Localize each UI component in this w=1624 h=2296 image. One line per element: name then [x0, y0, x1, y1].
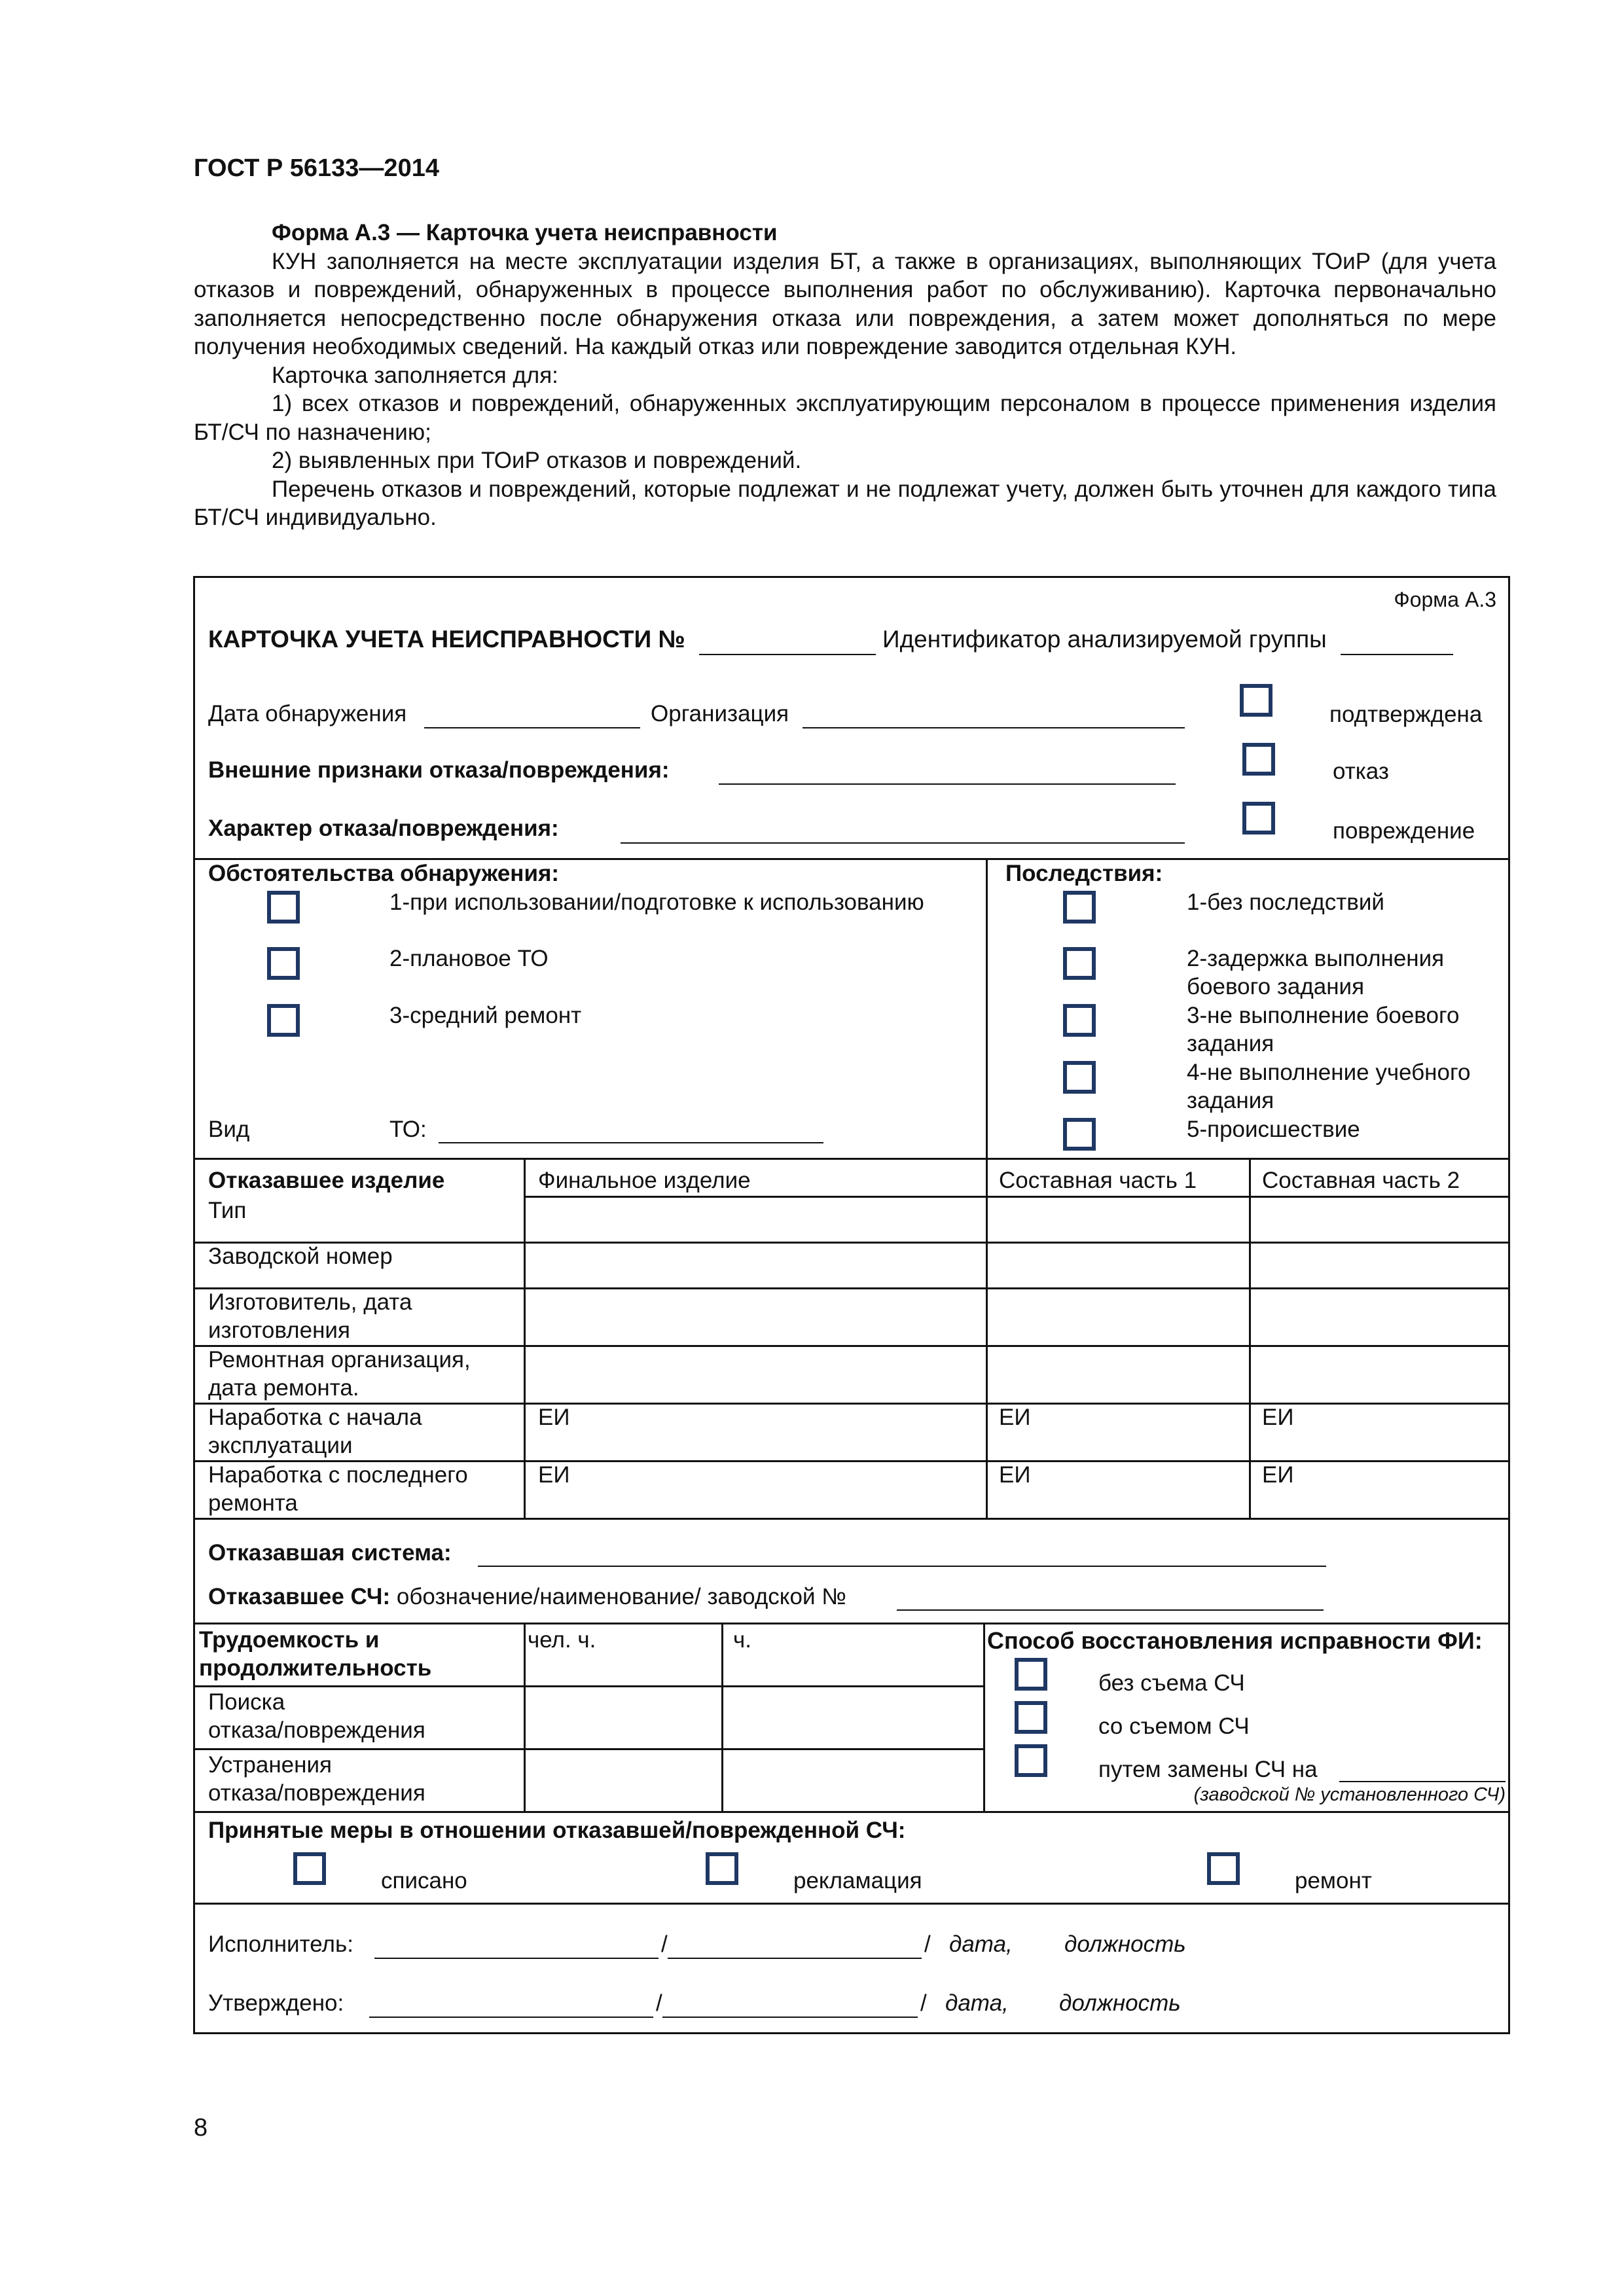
table-row-label-line2: ремонта [208, 1490, 298, 1516]
labor-divider [983, 1623, 985, 1811]
checkbox-claim[interactable] [706, 1852, 738, 1885]
failed-sch-line [208, 1583, 846, 1611]
divider [195, 1903, 1508, 1905]
failed-sch-details: обозначение/наименование/ заводской № [396, 1584, 846, 1609]
measures-title: Принятые меры в отношении отказавшей/поврежденной СЧ: [208, 1818, 906, 1843]
restore-option-3: путем замены СЧ на [1098, 1757, 1318, 1782]
page-number: 8 [194, 2114, 208, 2142]
labor-row-line [195, 1748, 984, 1750]
status-damage-label: повреждение [1333, 818, 1475, 844]
unit-cell[interactable]: ЕИ [538, 1462, 570, 1488]
table-row-label: Наработка с последнего [208, 1462, 468, 1488]
checkbox-damage[interactable] [1242, 802, 1275, 834]
labor-row-search-line2: отказа/повреждения [208, 1717, 425, 1743]
restore-option-2: со съемом СЧ [1098, 1713, 1250, 1739]
table-row-label: Заводской номер [208, 1244, 393, 1269]
labor-row-repair-line2: отказа/повреждения [208, 1780, 425, 1806]
checkbox-circumstance-3[interactable] [267, 1004, 300, 1037]
checkbox-restore-replace[interactable] [1015, 1744, 1047, 1777]
consequence-1-label: 1-без последствий [1187, 889, 1384, 915]
table-row-label-line2: изготовления [208, 1318, 350, 1343]
failed-sch-input-line[interactable] [897, 1609, 1324, 1611]
checkbox-failure[interactable] [1242, 743, 1275, 776]
measure-claim-label: рекламация [793, 1868, 922, 1893]
table-row-line [195, 1518, 1508, 1520]
approved-date-label: дата, [945, 1990, 1009, 2016]
approved-signature-line[interactable] [369, 2017, 653, 2018]
checkbox-restore-no-removal[interactable] [1015, 1658, 1047, 1691]
unit-cell[interactable]: ЕИ [999, 1462, 1031, 1488]
executor-name-line[interactable] [668, 1958, 922, 1959]
restore-title: Способ восстановления исправности ФИ: [987, 1627, 1483, 1654]
measure-written-off-label: списано [381, 1868, 467, 1893]
table-divider [986, 1158, 988, 1519]
consequence-4-label: 4-не выполнение учебного [1187, 1060, 1471, 1085]
unit-cell[interactable]: ЕИ [538, 1405, 570, 1430]
table-header-failed-item: Отказавшее изделие [208, 1168, 445, 1193]
document-header: ГОСТ Р 56133—2014 [194, 154, 439, 182]
group-id-label: Идентификатор анализируемой группы [882, 626, 1327, 653]
checkbox-consequence-1[interactable] [1063, 891, 1096, 924]
nature-label: Характер отказа/повреждения: [208, 816, 559, 841]
labor-row-search: Поиска [208, 1689, 285, 1715]
measure-repair-label: ремонт [1295, 1868, 1372, 1893]
consequence-5-label: 5-происшествие [1187, 1117, 1360, 1142]
consequence-3-label: 3-не выполнение боевого [1187, 1003, 1460, 1028]
checkbox-consequence-4[interactable] [1063, 1061, 1096, 1094]
table-row-label-line2: эксплуатации [208, 1433, 353, 1458]
executor-signature-line[interactable] [374, 1958, 659, 1959]
unit-cell[interactable]: ЕИ [999, 1405, 1031, 1430]
table-row-label: Наработка с начала [208, 1405, 422, 1430]
executor-date-label: дата, [949, 1931, 1013, 1957]
organization-line[interactable] [803, 727, 1185, 728]
card-title: КАРТОЧКА УЧЕТА НЕИСПРАВНОСТИ № [208, 626, 685, 653]
checkbox-circumstance-1[interactable] [267, 891, 300, 924]
status-confirmed-label: подтверждена [1329, 702, 1483, 727]
labor-row-line [195, 1685, 984, 1687]
date-label: Дата обнаружения [208, 701, 407, 726]
consequence-2-label: 2-задержка выполнения [1187, 946, 1445, 971]
checkbox-restore-removal[interactable] [1015, 1701, 1047, 1734]
labor-row-repair: Устранения [208, 1752, 332, 1778]
table-row-label: Ремонтная организация, [208, 1347, 471, 1372]
unit-cell[interactable]: ЕИ [1262, 1405, 1294, 1430]
table-row-line [524, 1196, 1508, 1198]
labor-title-line2: продолжительность [199, 1655, 432, 1681]
divider [195, 1811, 1508, 1813]
table-row-label-line2: дата ремонта. [208, 1375, 359, 1401]
consequence-2-label-line2: боевого задания [1187, 974, 1365, 999]
slash: / [661, 1931, 668, 1957]
circumstance-1-label: 1-при использовании/подготовке к использованию [389, 889, 924, 915]
checkbox-written-off[interactable] [293, 1852, 326, 1885]
slash: / [656, 1990, 662, 2016]
divider [986, 858, 988, 1158]
executor-position-label: должность [1064, 1931, 1186, 1957]
table-header-component-2: Составная часть 2 [1262, 1168, 1460, 1193]
intro-paragraph-1: КУН заполняется на месте эксплуатации изделия БТ, а также в организациях, выполняющих ТОиР (для учета отказов и повреждений, обнаруженных в процессе выполнения работ по обслуживанию). Карточка первоначально заполняется непосредственно после обнаружения отказа или повреждения, а затем может дополняться по мере получения необходимых сведений. На каждый отказ или повреждение заводится отдельная КУН. [194, 248, 1496, 359]
approved-label: Утверждено: [208, 1990, 344, 2016]
intro-paragraph-4: 2) выявленных при ТОиР отказов и повреждений. [272, 448, 802, 473]
circumstance-3-label: 3-средний ремонт [389, 1003, 582, 1028]
table-header-final-item: Финальное изделие [538, 1168, 751, 1193]
consequence-4-label-line2: задания [1187, 1088, 1274, 1113]
form-title: Форма А.3 — Карточка учета неисправности [272, 220, 778, 245]
labor-title: Трудоемкость и [199, 1627, 380, 1653]
nature-line[interactable] [621, 842, 1185, 844]
group-id-line[interactable] [1341, 654, 1453, 655]
slash: / [920, 1990, 927, 2016]
slash: / [924, 1931, 931, 1957]
intro-paragraph-3: 1) всех отказов и повреждений, обнаруженных эксплуатирующим персоналом в процессе применения изделия БТ/СЧ по назначению; [194, 391, 1496, 445]
executor-label: Исполнитель: [208, 1931, 353, 1957]
labor-divider [721, 1623, 723, 1811]
restore-option-1: без съема СЧ [1098, 1670, 1245, 1696]
replacement-note: (заводской № установленного СЧ) [1193, 1784, 1506, 1805]
external-signs-line[interactable] [719, 783, 1176, 785]
circumstances-title: Обстоятельства обнаружения: [208, 861, 560, 886]
approved-position-label: должность [1059, 1990, 1181, 2016]
failed-system-label: Отказавшая система: [208, 1540, 452, 1566]
to-label: ТО: [389, 1117, 427, 1142]
table-row-label: Тип [208, 1198, 247, 1223]
maintenance-type-label: Вид [208, 1117, 250, 1142]
table-header-component-1: Составная часть 1 [999, 1168, 1197, 1193]
labor-col-hours: ч. [733, 1627, 751, 1653]
checkbox-consequence-3[interactable] [1063, 1004, 1096, 1037]
consequence-3-label-line2: задания [1187, 1031, 1274, 1056]
date-line[interactable] [424, 727, 640, 728]
checkbox-consequence-2[interactable] [1063, 947, 1096, 980]
organization-label: Организация [651, 701, 789, 726]
checkbox-consequence-5[interactable] [1063, 1118, 1096, 1151]
to-line[interactable] [439, 1142, 823, 1143]
failed-sch-label: Отказавшее СЧ: [208, 1584, 391, 1609]
card-number-line[interactable] [699, 654, 876, 655]
approved-name-line[interactable] [662, 2017, 918, 2018]
labor-divider [524, 1623, 526, 1811]
status-failure-label: отказ [1333, 759, 1389, 784]
checkbox-confirmed[interactable] [1240, 684, 1272, 717]
failure-record-card-form [193, 576, 1510, 2034]
checkbox-repair[interactable] [1207, 1852, 1240, 1885]
circumstance-2-label: 2-плановое ТО [389, 946, 549, 971]
form-label: Форма А.3 [1394, 588, 1496, 611]
table-row-label: Изготовитель, дата [208, 1289, 412, 1315]
checkbox-circumstance-2[interactable] [267, 947, 300, 980]
table-divider [1249, 1158, 1251, 1519]
intro-paragraph-2: Карточка заполняется для: [272, 362, 558, 388]
table-divider [524, 1158, 526, 1519]
intro-text [194, 219, 1496, 532]
failed-system-line[interactable] [478, 1566, 1326, 1567]
labor-col-man-hours: чел. ч. [528, 1627, 596, 1653]
unit-cell[interactable]: ЕИ [1262, 1462, 1294, 1488]
intro-paragraph-5: Перечень отказов и повреждений, которые подлежат и не подлежат учету, должен быть уточнен для каждого типа БТ/СЧ индивидуально. [194, 476, 1496, 530]
divider [195, 1158, 1508, 1160]
divider [195, 1623, 1508, 1624]
replacement-serial-line[interactable] [1339, 1781, 1506, 1782]
external-signs-label: Внешние признаки отказа/повреждения: [208, 757, 670, 783]
consequences-title: Последствия: [1005, 861, 1163, 886]
